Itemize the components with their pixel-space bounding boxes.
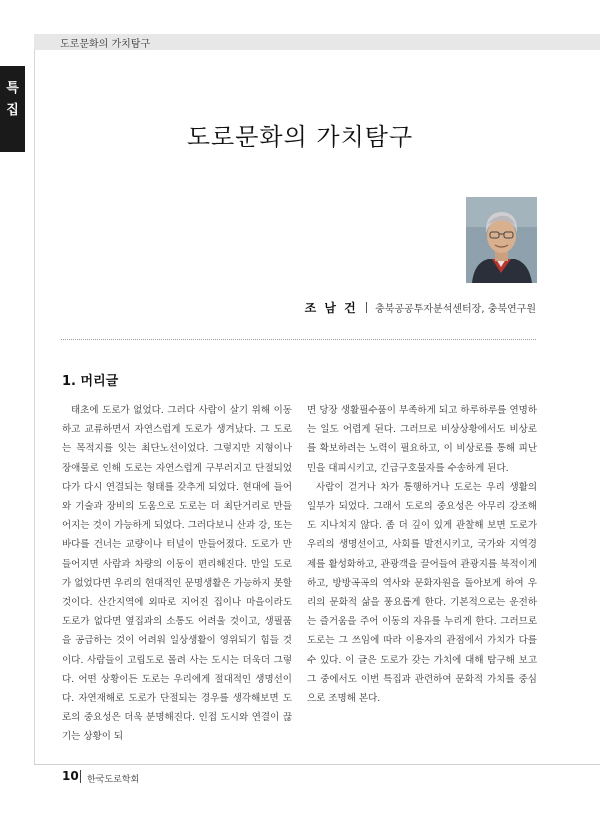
footer-separator [80, 770, 81, 783]
article-title: 도로문화의 가치탐구 [186, 123, 414, 151]
section-heading: 1. 머리글 [62, 374, 119, 389]
page-number: 10 [62, 769, 79, 783]
body-column-right [307, 401, 537, 708]
author-byline [305, 299, 536, 316]
running-header-title: 도로문화의 가치탐구 [60, 39, 151, 50]
body-column-left [62, 401, 292, 747]
paragraph: 태초에 도로가 없었다. 그러다 사람이 살기 위해 이동하고 교류하면서 자연스럽게 도로가 생겨났다. 그 도로는 목적지를 잇는 최단노선이었다. 그렇지만 지형이나 장애물로 인해 도로는 자연스럽게 구부러지고 단절되었다가 다시 연결되는 형태를 갖추게 되었다. 현대에 들어와 기술과 장비의 도움으로 도로는 더 최단거리로 만들어지는 것이 가능하게 되었다. 그러다보니 산과 강, 또는 바다를 건너는 교량이나 터널이 만들어졌다. 도로가 만들어지면 사람과 차량의 이동이 편리해진다. 만일 도로가 없었다면 우리의 현대적인 문명생활은 가능하지 못할 것이다. 산간지역에 외따로 지어진 집이나 마을이라도 도로가 없다면 옆집과의 소통도 어려울 것이고, 생필품을 공급하는 것이 어려워 일상생활이 영위되기 힘들 것이다. 사람들이 고립도로 몰려 사는 도시는 더욱더 그렇다. 어떤 상황이든 도로는 우리에게 절대적인 생명선이다. 자연재해로 도로가 단절되는 경우를 생각해보면 도로의 중요성은 더욱 분명해진다. 인접 도시와 연결이 끊기는 상황이 되 [62, 405, 292, 743]
author-name: 조 남 건 [304, 301, 358, 315]
journal-name: 한국도로학회 [87, 775, 140, 785]
paragraph: 면 당장 생활필수품이 부족하게 되고 하루하루를 연명하는 일도 어렵게 된다. 그러므로 비상상황에서도 비상로를 확보하려는 노력이 필요하고, 이 비상로를 통해 피난민을 대피시키고, 긴급구호물자를 수송하게 된다. [307, 405, 537, 474]
author-separator [366, 302, 367, 313]
running-header-bar [34, 34, 600, 50]
author-portrait-illustration [466, 197, 537, 283]
side-tab-char-1: 특 [6, 81, 19, 96]
author-affiliation: 충북공공투자분석센터장, 충북연구원 [375, 304, 536, 315]
paragraph: 사람이 걷거나 차가 통행하거나 도로는 우리 생활의 일부가 되었다. 그래서 도로의 중요성은 아무리 강조해도 지나치지 않다. 좀 더 깊이 있게 관찰해 보면 도로가 우리의 생명선이고, 사회를 발전시키고, 국가와 지역경제를 활성화하고, 관광객을 끌어들여 관광지를 북적이게 하고, 방방곡곡의 역사와 문화자원을 돌아보게 하여 우리의 문화적 삶을 풍요롭게 한다. 기본적으로는 운전하는 즐거움을 주어 이동의 자유를 누리게 한다. 그러므로 도로는 그 쓰임에 따라 이용자의 관점에서 가치가 다를 수 있다. 이 글은 도로가 갖는 가치에 대해 탐구해 보고 그 중에서도 이번 특집과 관련하여 문화적 가치를 중심으로 조명해 본다. [307, 481, 537, 705]
left-frame-line [34, 50, 35, 765]
author-photo [466, 197, 537, 283]
side-tab-char-2: 집 [6, 103, 19, 118]
dotted-divider [61, 339, 536, 340]
footer-rule [34, 764, 600, 765]
